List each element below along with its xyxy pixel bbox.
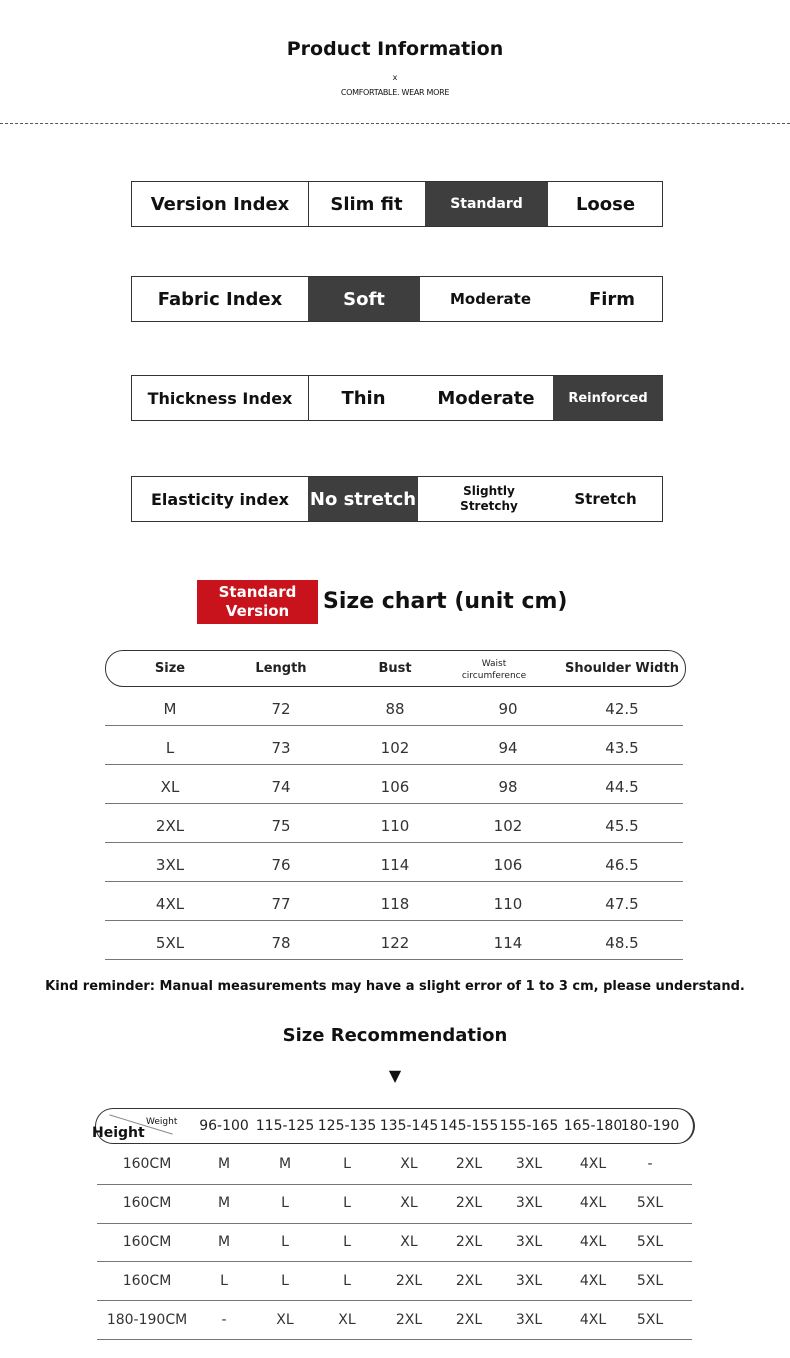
table-cell: 110 — [380, 817, 410, 835]
row-divider — [97, 1300, 692, 1301]
index-label: Fabric Index — [132, 277, 309, 321]
weight-header: 125-135 — [317, 1118, 377, 1134]
column-header: Length — [255, 661, 307, 676]
table-cell: 88 — [385, 700, 405, 718]
down-arrow-icon: ▼ — [388, 1066, 402, 1085]
weight-header: 135-145 — [379, 1118, 439, 1134]
table-cell: - — [221, 1312, 227, 1328]
index-option: Slim fit — [330, 193, 403, 215]
table-cell: M — [217, 1195, 231, 1211]
table-cell: 46.5 — [605, 856, 639, 874]
table-cell: 3XL — [155, 856, 185, 874]
table-cell: 76 — [271, 856, 291, 874]
column-header: Bust — [378, 661, 412, 676]
table-cell: XL — [400, 1195, 418, 1211]
index-label: Elasticity index — [132, 477, 309, 521]
row-divider — [97, 1339, 692, 1340]
table-cell: L — [343, 1156, 351, 1172]
table-cell: 122 — [380, 934, 410, 952]
index-option: Thin — [341, 387, 386, 409]
row-divider — [105, 842, 683, 843]
table-cell: - — [647, 1156, 653, 1172]
table-cell: 5XL — [636, 1234, 664, 1250]
table-cell: 75 — [271, 817, 291, 835]
table-cell: 114 — [380, 856, 410, 874]
row-divider — [105, 920, 683, 921]
table-cell: 78 — [271, 934, 291, 952]
table-cell: 4XL — [579, 1195, 607, 1211]
row-divider — [97, 1261, 692, 1262]
table-cell: 110 — [493, 895, 523, 913]
table-cell: 74 — [271, 778, 291, 796]
version-badge: Standard Version — [197, 580, 318, 624]
table-cell: XL — [400, 1234, 418, 1250]
recommendation-title: Size Recommendation — [282, 1025, 508, 1046]
table-cell: 2XL — [395, 1273, 423, 1289]
table-cell: M — [278, 1156, 292, 1172]
table-cell: M — [217, 1234, 231, 1250]
table-cell: L — [220, 1273, 228, 1289]
weight-header: 155-165 — [499, 1118, 559, 1134]
table-cell: 3XL — [515, 1234, 543, 1250]
table-cell: 106 — [380, 778, 410, 796]
table-cell: 2XL — [455, 1312, 483, 1328]
divider — [0, 123, 790, 124]
row-divider — [105, 959, 683, 960]
table-cell: 180-190CM — [106, 1312, 188, 1328]
row-divider — [105, 764, 683, 765]
index-option: No stretch — [308, 477, 418, 521]
table-cell: M — [163, 700, 177, 718]
weight-header: 115-125 — [255, 1118, 315, 1134]
table-cell: 5XL — [636, 1312, 664, 1328]
table-cell: 160CM — [122, 1195, 172, 1211]
table-cell: 77 — [271, 895, 291, 913]
page-title: Product Information — [286, 38, 504, 60]
table-cell: 4XL — [579, 1312, 607, 1328]
index-label: Version Index — [132, 182, 309, 226]
table-cell: 160CM — [122, 1156, 172, 1172]
table-cell: 114 — [493, 934, 523, 952]
table-cell: L — [281, 1234, 289, 1250]
column-header: Size — [154, 661, 186, 676]
table-cell: 4XL — [579, 1273, 607, 1289]
table-cell: XL — [160, 778, 180, 796]
table-cell: L — [343, 1234, 351, 1250]
column-header: Shoulder Width — [565, 661, 679, 676]
row-divider — [105, 725, 683, 726]
reminder-text: Kind reminder: Manual measurements may have a slight error of 1 to 3 cm, please understand. — [45, 979, 745, 994]
index-option: Moderate — [449, 289, 531, 308]
table-cell: 2XL — [455, 1195, 483, 1211]
index-option: Stretch — [574, 489, 637, 508]
index-option: Standard — [425, 182, 548, 226]
tagline: COMFORTABLE. WEAR MORE — [340, 88, 450, 97]
table-cell: 3XL — [515, 1312, 543, 1328]
table-cell: 102 — [380, 739, 410, 757]
table-cell: 98 — [498, 778, 518, 796]
table-cell: 2XL — [155, 817, 185, 835]
index-row — [131, 181, 663, 227]
table-cell: 5XL — [636, 1273, 664, 1289]
table-cell: 42.5 — [605, 700, 639, 718]
table-cell: 2XL — [395, 1312, 423, 1328]
table-cell: 43.5 — [605, 739, 639, 757]
weight-header: 145-155 — [439, 1118, 499, 1134]
table-cell: 160CM — [122, 1234, 172, 1250]
table-cell: L — [281, 1273, 289, 1289]
table-cell: 4XL — [579, 1234, 607, 1250]
table-cell: 2XL — [455, 1234, 483, 1250]
table-cell: 4XL — [155, 895, 185, 913]
table-cell: 160CM — [122, 1273, 172, 1289]
index-row — [131, 375, 663, 421]
table-cell: 102 — [493, 817, 523, 835]
table-cell: XL — [338, 1312, 356, 1328]
index-option: Reinforced — [553, 376, 663, 420]
table-cell: L — [281, 1195, 289, 1211]
table-cell: L — [343, 1195, 351, 1211]
table-cell: 4XL — [579, 1156, 607, 1172]
table-cell: 2XL — [455, 1156, 483, 1172]
weight-label: Weight — [146, 1117, 178, 1127]
table-cell: 44.5 — [605, 778, 639, 796]
index-option: Slightly Stretchy — [460, 484, 518, 513]
column-header: Waist circumference — [461, 659, 527, 681]
table-cell: 45.5 — [605, 817, 639, 835]
table-cell: 106 — [493, 856, 523, 874]
table-cell: 72 — [271, 700, 291, 718]
table-cell: 3XL — [515, 1273, 543, 1289]
table-cell: 3XL — [515, 1156, 543, 1172]
table-cell: L — [165, 739, 175, 757]
index-row — [131, 476, 663, 522]
table-cell: 90 — [498, 700, 518, 718]
table-cell: XL — [400, 1156, 418, 1172]
table-cell: 73 — [271, 739, 291, 757]
row-divider — [97, 1184, 692, 1185]
table-cell: XL — [276, 1312, 294, 1328]
table-cell: 118 — [380, 895, 410, 913]
table-cell: 2XL — [455, 1273, 483, 1289]
table-cell: L — [343, 1273, 351, 1289]
title-separator: x — [392, 73, 398, 82]
row-divider — [105, 881, 683, 882]
table-cell: 5XL — [155, 934, 185, 952]
table-cell: 5XL — [636, 1195, 664, 1211]
size-chart-title: Size chart (unit cm) — [323, 589, 568, 614]
table-cell: 94 — [498, 739, 518, 757]
weight-header: 165-180 — [563, 1118, 623, 1134]
table-cell: 3XL — [515, 1195, 543, 1211]
table-cell: 47.5 — [605, 895, 639, 913]
index-label: Thickness Index — [132, 376, 309, 420]
weight-header: 180-190 — [620, 1118, 680, 1134]
index-option: Moderate — [437, 387, 535, 409]
height-label: Height — [92, 1125, 145, 1141]
row-divider — [105, 803, 683, 804]
index-row — [131, 276, 663, 322]
table-cell: 48.5 — [605, 934, 639, 952]
index-option: Soft — [308, 277, 420, 321]
weight-header: 96-100 — [199, 1118, 249, 1134]
index-option: Loose — [575, 193, 636, 215]
index-option: Firm — [588, 288, 636, 310]
row-divider — [97, 1223, 692, 1224]
table-cell: M — [217, 1156, 231, 1172]
